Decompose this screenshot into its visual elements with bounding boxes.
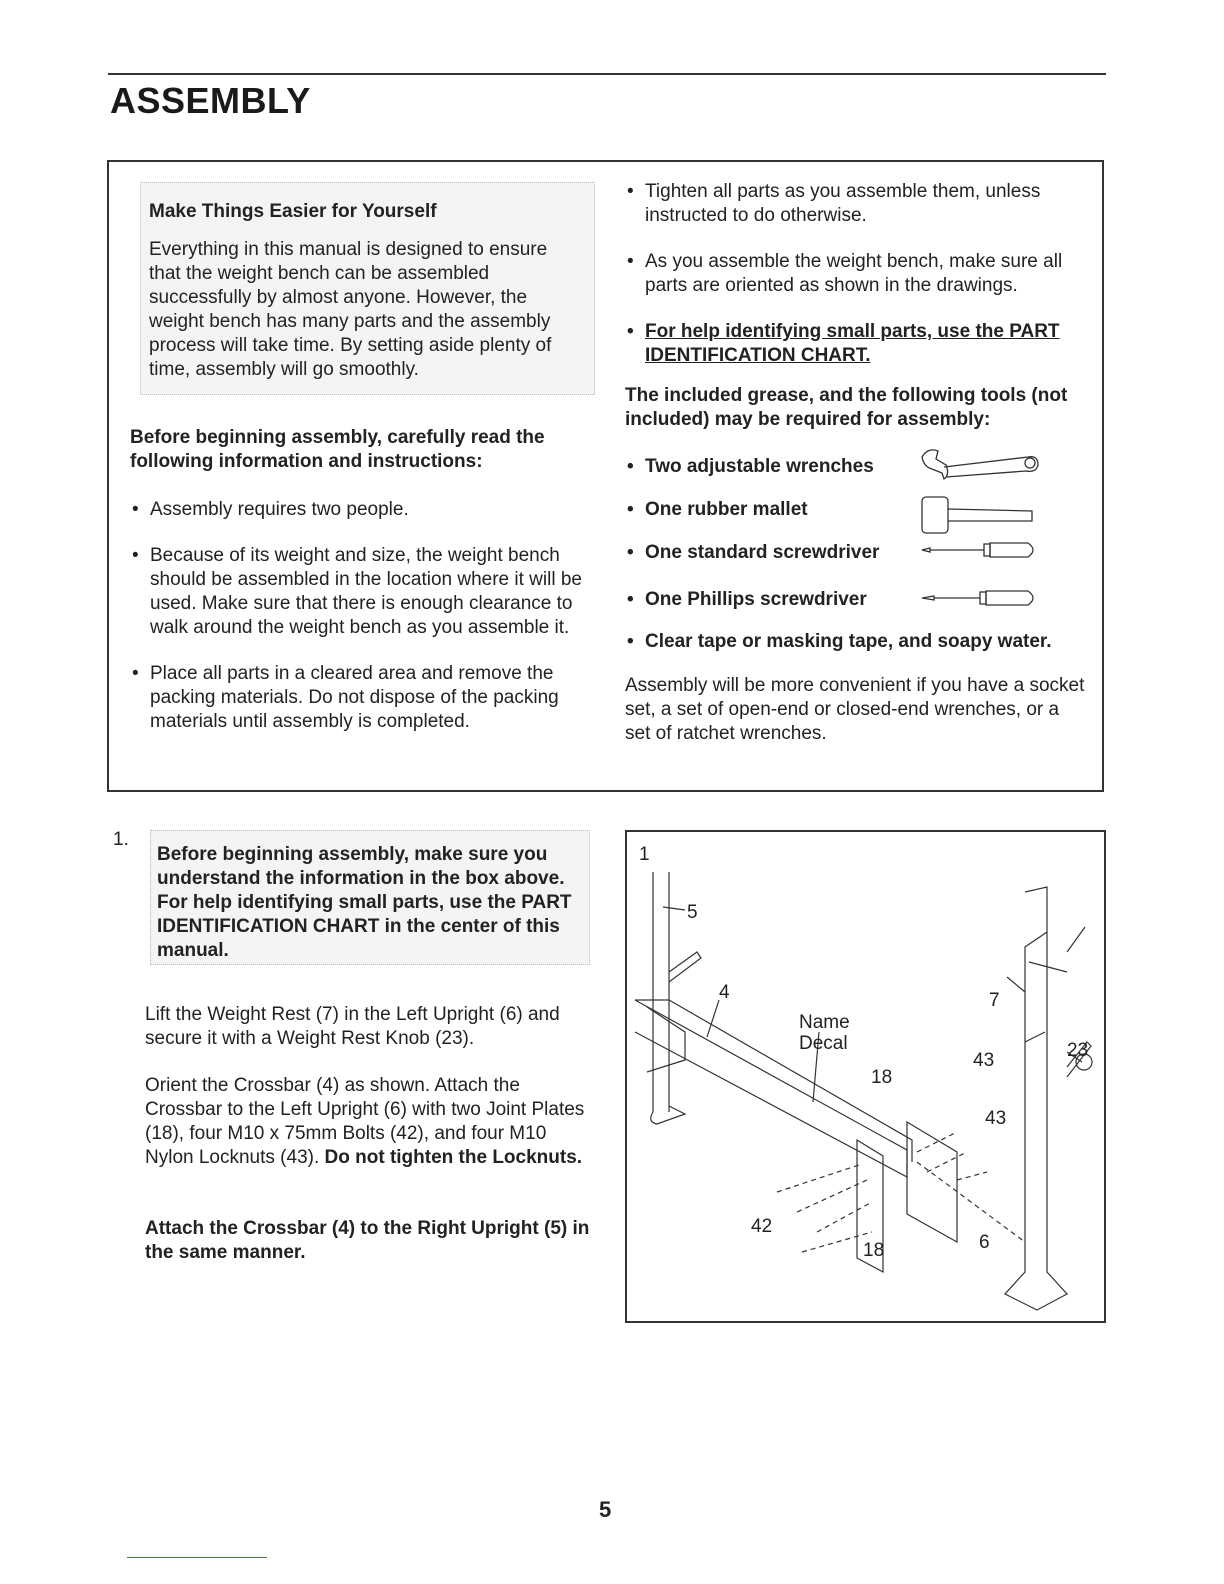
- diagram-step-label: 1: [639, 844, 650, 865]
- tip-heading: Make Things Easier for Yourself: [149, 201, 437, 222]
- screwdriver-icon: [922, 543, 1033, 557]
- label-18: 18: [871, 1067, 893, 1088]
- tool-illustrations: [920, 445, 1045, 615]
- step-number: 1.: [113, 829, 129, 850]
- tip-text: Everything in this manual is designed to ensure that the weight bench can be assembled successfully by almost anyone. However, the weight bench has many parts and the assembly process will take time. By setting aside plenty of time, assembly will go smoothly.: [149, 239, 552, 380]
- bullet: • Place all parts in a cleared area and remove the packing materials. Do not dispose of the packing materials until assembly is completed.: [130, 662, 590, 734]
- label-name: Name: [799, 1012, 850, 1033]
- label-6: 6: [979, 1232, 990, 1253]
- tool-item: • Two adjustable wrenches: [625, 455, 1095, 498]
- step-text-3: Attach the Crossbar (4) to the Right Upright (5) in the same manner.: [145, 1218, 590, 1263]
- wrench-icon: [922, 450, 1038, 479]
- tool-item: • Clear tape or masking tape, and soapy water.: [625, 630, 1095, 654]
- step-text-2-body: Orient the Crossbar (4) as shown. Attach the Crossbar to the Left Upright (6) with two Joint Plates (18), four M10 x 75mm Bolts (42), and four M10 Nylon Locknuts (43).: [145, 1075, 585, 1168]
- label-42: 42: [751, 1216, 773, 1237]
- footer-line: [127, 1557, 267, 1558]
- assembly-diagram: [625, 830, 1106, 1323]
- bullet: • Tighten all parts as you assemble them, unless instructed to do otherwise.: [625, 180, 1090, 228]
- step-text-2: [145, 1074, 590, 1170]
- mallet-icon: [922, 497, 1032, 533]
- label-23: 23: [1067, 1040, 1089, 1061]
- tool-item: • One standard screwdriver: [625, 541, 1095, 588]
- label-43: 43: [973, 1050, 995, 1071]
- callout-text: Before beginning assembly, make sure you understand the information in the box above. For help identifying small parts, use the PART IDENTIFICATION CHART in the center of this manual.: [157, 844, 572, 961]
- header-rule: [108, 73, 1106, 75]
- tool-item: • One rubber mallet: [625, 498, 1095, 541]
- step-callout: [150, 830, 590, 965]
- bullet: • Because of its weight and size, the weight bench should be assembled in the location where it will be used. Make sure that there is enough clearance to walk around the weight bench as you assemble it.: [130, 544, 590, 640]
- part-chart-link[interactable]: • For help identifying small parts, use the PART IDENTIFICATION CHART.: [625, 320, 1090, 368]
- label-7: 7: [989, 990, 1000, 1011]
- tools-heading: The included grease, and the following tools (not included) may be required for assembly:: [625, 385, 1068, 430]
- right-bullets: [625, 180, 1090, 368]
- bullet: • Assembly requires two people.: [130, 498, 590, 522]
- label-decal: Decal: [799, 1033, 848, 1054]
- label-18: 18: [863, 1240, 885, 1261]
- label-43: 43: [985, 1108, 1007, 1129]
- before-heading: Before beginning assembly, carefully read the following information and instructions:: [130, 427, 545, 472]
- page-number: 5: [599, 1497, 612, 1522]
- step-text-1: Lift the Weight Rest (7) in the Left Upright (6) and secure it with a Weight Rest Knob (23).: [145, 1004, 560, 1049]
- step-warning: Do not tighten the Locknuts.: [324, 1147, 583, 1168]
- bullet: • As you assemble the weight bench, make sure all parts are oriented as shown in the drawings.: [625, 250, 1090, 298]
- page-title: ASSEMBLY: [110, 80, 311, 121]
- tip-box: [140, 182, 595, 395]
- tool-item: • One Phillips screwdriver: [625, 588, 1095, 630]
- left-bullets: [130, 498, 590, 734]
- tools-note: Assembly will be more convenient if you have a socket set, a set of open-end or closed-end wrenches, or a set of ratchet wrenches.: [625, 675, 1085, 744]
- label-5: 5: [687, 902, 698, 923]
- phillips-screwdriver-icon: [922, 591, 1033, 605]
- label-4: 4: [719, 982, 730, 1003]
